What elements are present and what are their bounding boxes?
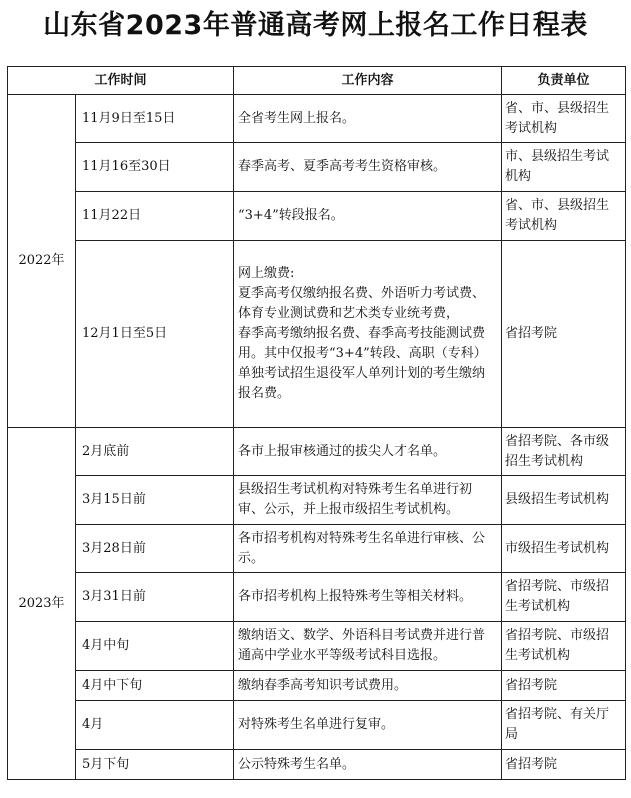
table-row <box>8 428 626 476</box>
content-cell: 缴纳春季高考知识考试费用。 <box>234 671 502 701</box>
header-time: 工作时间 <box>8 67 234 95</box>
time-cell: 4月 <box>76 701 234 750</box>
table-row <box>8 525 626 573</box>
content-cell: 县级招生考试机构对特殊考生名单进行初审、公示，并上报市级招生考试机构。 <box>234 476 502 525</box>
unit-cell: 市级招生考试机构 <box>502 525 626 573</box>
time-cell: 11月16至30日 <box>76 143 234 192</box>
table-row <box>8 241 626 428</box>
unit-cell: 省招考院、有关厅局 <box>502 701 626 750</box>
unit-cell: 省招考院 <box>502 750 626 780</box>
content-cell: 网上缴费: 夏季高考仅缴纳报名费、外语听力考试费、体育专业测试费和艺术类专业统考费， 春季高考缴纳报名费、春季高考技能测试费用。其中仅报考“3+4”转段、高职（专科）单独考试招生退役军人单列计划的考生缴纳报名费。 <box>234 241 502 428</box>
unit-cell: 省招考院、各市级招生考试机构 <box>502 428 626 476</box>
time-cell: 3月15日前 <box>76 476 234 525</box>
time-cell: 5月下旬 <box>76 750 234 780</box>
unit-cell: 省招考院 <box>502 671 626 701</box>
time-cell: 4月中旬 <box>76 622 234 671</box>
table-row <box>8 750 626 780</box>
time-cell: 4月中下旬 <box>76 671 234 701</box>
table-row <box>8 701 626 750</box>
header-row <box>8 67 626 95</box>
unit-cell: 市、县级招生考试机构 <box>502 143 626 192</box>
time-cell: 2月底前 <box>76 428 234 476</box>
time-cell: 11月22日 <box>76 192 234 241</box>
unit-cell: 省招考院、市级招生考试机构 <box>502 573 626 622</box>
header-content: 工作内容 <box>234 67 502 95</box>
page-title: 山东省2023年普通高考网上报名工作日程表 <box>43 10 588 41</box>
table-row <box>8 671 626 701</box>
unit-cell: 省、市、县级招生考试机构 <box>502 192 626 241</box>
content-cell: “3+4”转段报名。 <box>234 192 502 241</box>
content-cell: 春季高考、夏季高考考生资格审核。 <box>234 143 502 192</box>
time-cell: 12月1日至5日 <box>76 241 234 428</box>
table-row <box>8 573 626 622</box>
unit-cell: 省、市、县级招生考试机构 <box>502 95 626 143</box>
schedule-table <box>7 66 626 780</box>
time-cell: 3月28日前 <box>76 525 234 573</box>
content-cell: 各市上报审核通过的拔尖人才名单。 <box>234 428 502 476</box>
table-row <box>8 622 626 671</box>
time-cell: 3月31日前 <box>76 573 234 622</box>
content-cell: 公示特殊考生名单。 <box>234 750 502 780</box>
unit-cell: 县级招生考试机构 <box>502 476 626 525</box>
content-cell: 对特殊考生名单进行复审。 <box>234 701 502 750</box>
content-cell: 全省考生网上报名。 <box>234 95 502 143</box>
time-cell: 11月9日至15日 <box>76 95 234 143</box>
header-unit: 负责单位 <box>502 67 626 95</box>
content-cell: 各市招考机构对特殊考生名单进行审核、公示。 <box>234 525 502 573</box>
content-cell: 缴纳语文、数学、外语科目考试费并进行普通高中学业水平等级考试科目选报。 <box>234 622 502 671</box>
year-cell-2023: 2023年 <box>8 428 76 780</box>
table-row <box>8 476 626 525</box>
unit-cell: 省招考院、市级招生考试机构 <box>502 622 626 671</box>
year-cell-2022: 2022年 <box>8 95 76 428</box>
table-row <box>8 95 626 143</box>
content-cell: 各市招考机构上报特殊考生等相关材料。 <box>234 573 502 622</box>
unit-cell: 省招考院 <box>502 241 626 428</box>
table-row <box>8 143 626 192</box>
table-row <box>8 192 626 241</box>
